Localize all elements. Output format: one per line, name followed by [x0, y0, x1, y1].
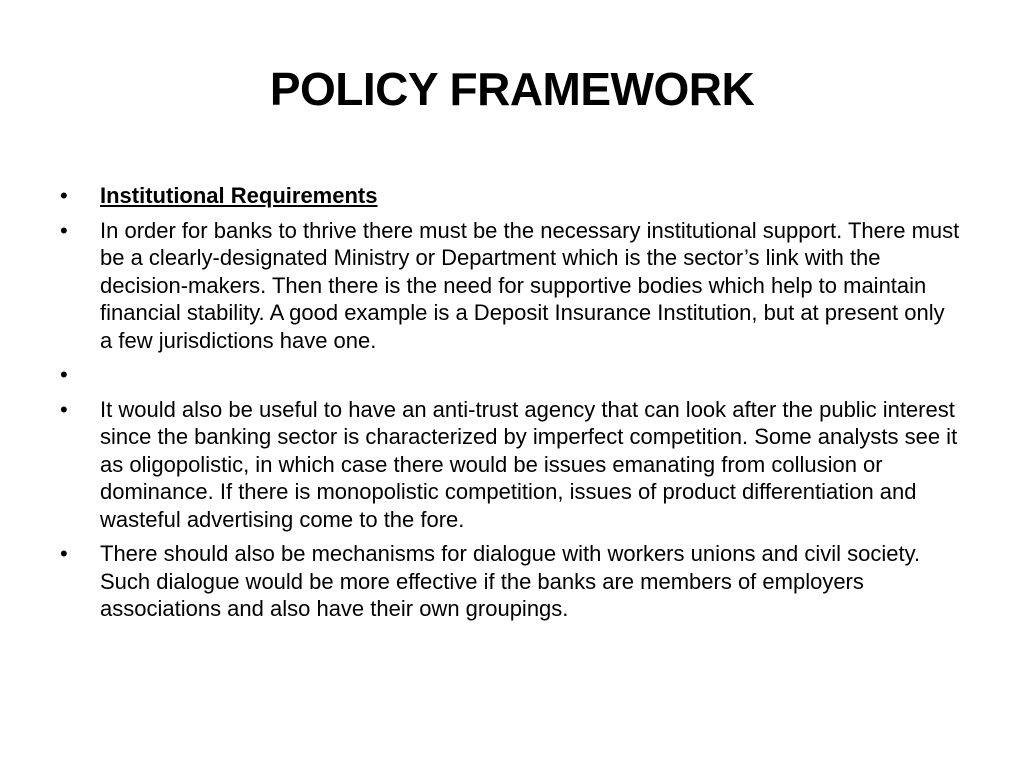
bullet-text: There should also be mechanisms for dialogue with workers unions and civil society. Such dialogue would be more effective if the banks are members of employers associations and also have their own groupings. [100, 541, 921, 621]
bullet-icon: • [60, 396, 68, 422]
bullet-text: It would also be useful to have an anti-trust agency that can look after the public interest since the banking sector is characterized by imperfect competition. Some analysts see it as oligopolistic, in which case there would be issues emanating from collusion or dominance. If there is monopolistic competition, issues of product differentiation and wasteful advertising come to the fore. [100, 396, 958, 532]
bullet-item-anti-trust-agency [60, 396, 960, 534]
bullet-item-institutional-support [60, 217, 960, 355]
bullet-icon: • [60, 362, 68, 387]
bullet-item-dialogue-mechanisms [60, 540, 960, 623]
bullet-text: In order for banks to thrive there must be the necessary institutional support. There must be a clearly-designated Ministry or Department which is the sector’s link with the decision-makers. Then there is the need for supportive bodies which help to maintain financial stability. A good example is a Deposit Insurance Institution, but at present only a few jurisdictions have one. [100, 217, 960, 353]
slide-title: POLICY FRAMEWORK [269, 63, 755, 115]
bullet-heading-text: Institutional Requirements [100, 183, 378, 208]
bullet-item-empty [60, 361, 960, 389]
bullet-item-institutional-requirements [60, 182, 960, 210]
bullet-icon: • [60, 217, 68, 243]
bullet-icon: • [60, 541, 68, 566]
bullet-list [60, 182, 960, 630]
bullet-icon: • [60, 183, 68, 208]
